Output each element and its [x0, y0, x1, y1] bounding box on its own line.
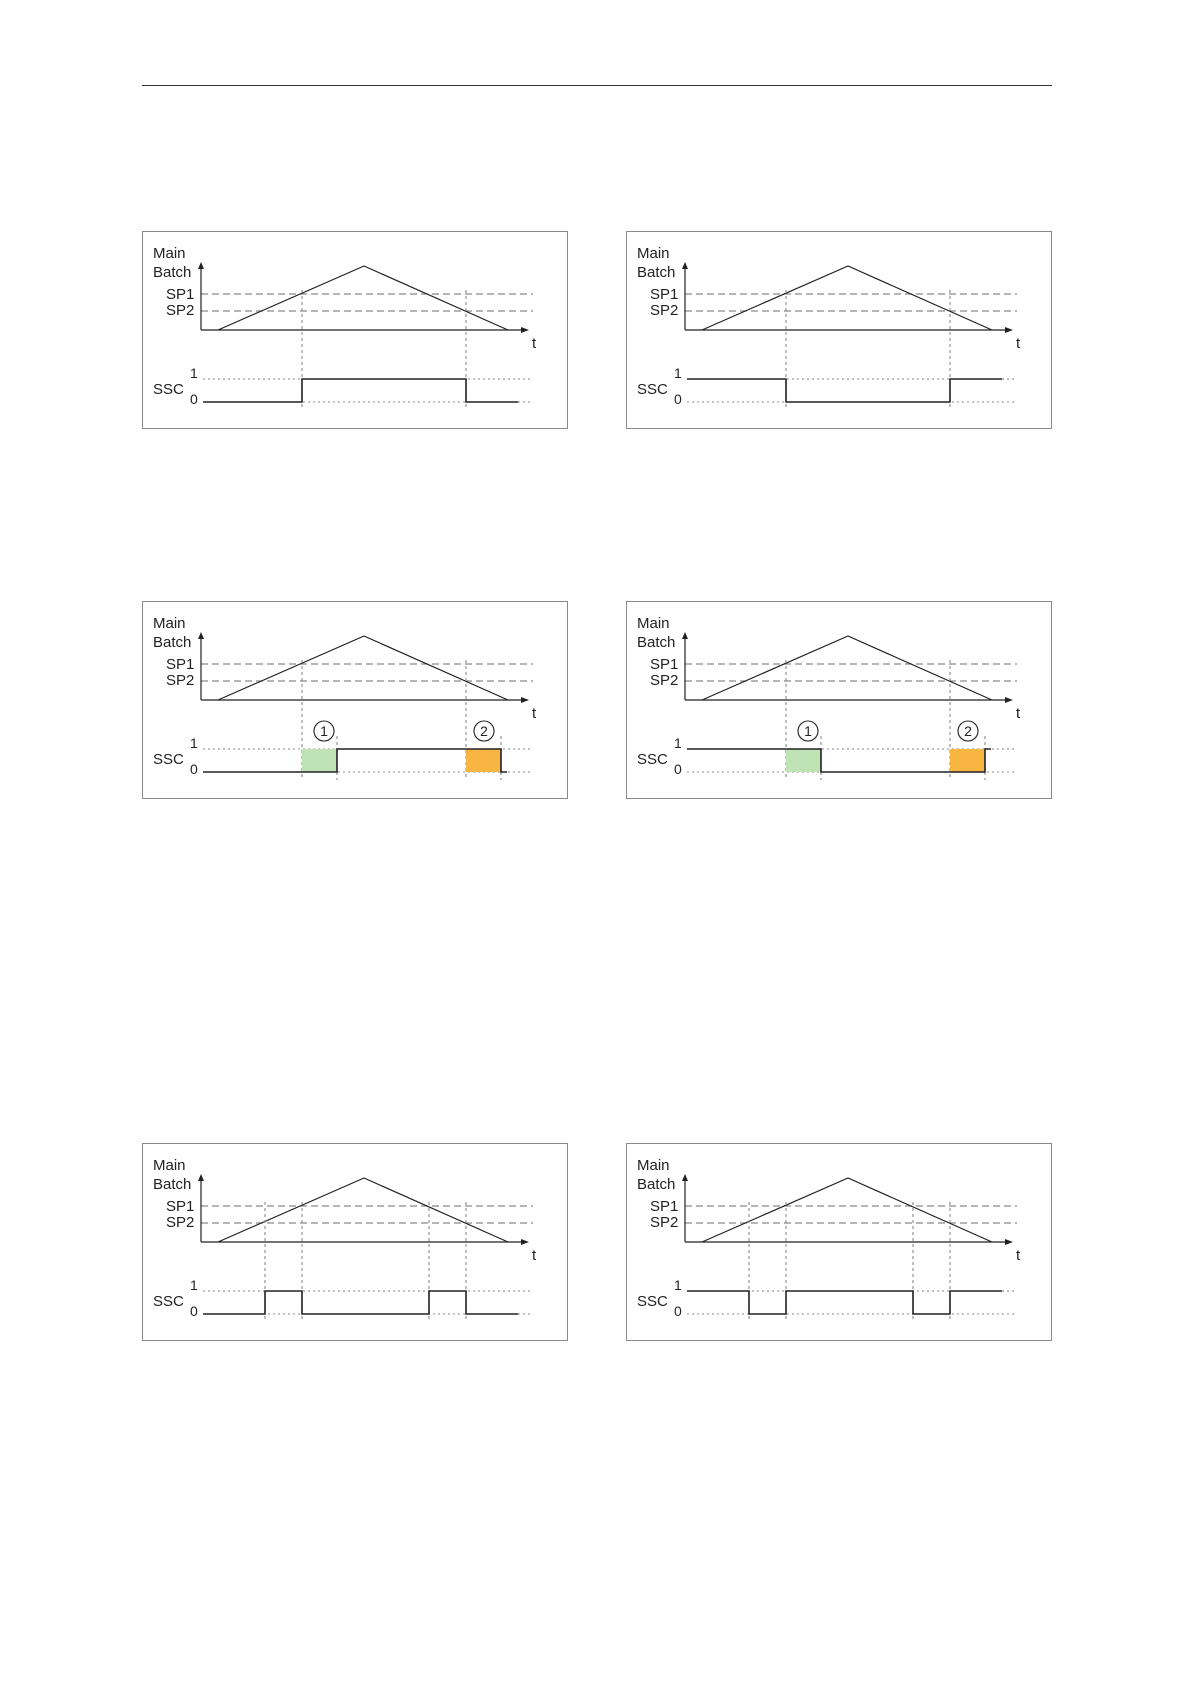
ssc-signal	[203, 379, 518, 402]
y-axis-arrow	[682, 1174, 688, 1181]
ssc-label: SSC	[637, 1293, 668, 1310]
batch-label: Batch	[153, 264, 192, 281]
diagram-panel-2	[626, 231, 1052, 429]
ssc-zero-label: 0	[190, 761, 198, 777]
delay-marker-2-label: 2	[480, 723, 488, 739]
x-axis-arrow	[521, 327, 529, 333]
t-axis-label: t	[1016, 705, 1021, 722]
sp2-label: SP2	[166, 302, 195, 319]
ssc-signal	[687, 749, 991, 772]
x-axis-arrow	[1005, 697, 1013, 703]
y-axis-arrow	[682, 262, 688, 269]
t-axis-label: t	[532, 335, 537, 352]
diagram-1	[143, 232, 567, 428]
sp1-label: SP1	[166, 656, 195, 673]
ssc-label: SSC	[637, 381, 668, 398]
x-axis-arrow	[1005, 1239, 1013, 1245]
sp2-label: SP2	[650, 1214, 679, 1231]
ssc-one-label: 1	[674, 735, 682, 751]
ssc-one-label: 1	[190, 365, 198, 381]
ssc-signal	[203, 1291, 518, 1314]
t-axis-label: t	[532, 705, 537, 722]
ssc-signal	[687, 1291, 1002, 1314]
y-axis-arrow	[198, 262, 204, 269]
x-axis-arrow	[521, 1239, 529, 1245]
ssc-zero-label: 0	[190, 1303, 198, 1319]
y-axis-arrow	[198, 632, 204, 639]
t-axis-label: t	[1016, 1247, 1021, 1264]
ssc-one-label: 1	[674, 365, 682, 381]
ssc-label: SSC	[153, 381, 184, 398]
t-axis-label: t	[532, 1247, 537, 1264]
diagram-4	[627, 602, 1051, 798]
sp1-label: SP1	[650, 286, 679, 303]
main-label: Main	[153, 245, 186, 262]
delay-1-highlight	[302, 749, 337, 772]
ssc-one-label: 1	[190, 735, 198, 751]
diagram-panel-1	[142, 231, 568, 429]
batch-label: Batch	[637, 1176, 676, 1193]
process-value-curve	[702, 266, 992, 330]
main-label: Main	[637, 245, 670, 262]
ssc-label: SSC	[153, 1293, 184, 1310]
ssc-one-label: 1	[674, 1277, 682, 1293]
sp1-label: SP1	[650, 656, 679, 673]
delay-2-highlight	[950, 749, 985, 772]
sp1-label: SP1	[650, 1198, 679, 1215]
batch-label: Batch	[153, 1176, 192, 1193]
diagram-3	[143, 602, 567, 798]
batch-label: Batch	[637, 264, 676, 281]
process-value-curve	[218, 1178, 508, 1242]
ssc-zero-label: 0	[674, 391, 682, 407]
ssc-signal	[203, 749, 507, 772]
header-rule	[142, 85, 1052, 86]
main-label: Main	[637, 1157, 670, 1174]
batch-label: Batch	[153, 634, 192, 651]
diagram-panel-4	[626, 601, 1052, 799]
ssc-label: SSC	[637, 751, 668, 768]
y-axis-arrow	[198, 1174, 204, 1181]
main-label: Main	[153, 1157, 186, 1174]
main-label: Main	[637, 615, 670, 632]
delay-2-highlight	[466, 749, 501, 772]
delay-1-highlight	[786, 749, 821, 772]
diagram-panel-5	[142, 1143, 568, 1341]
batch-label: Batch	[637, 634, 676, 651]
process-value-curve	[702, 1178, 992, 1242]
process-value-curve	[702, 636, 992, 700]
x-axis-arrow	[1005, 327, 1013, 333]
diagram-panel-3	[142, 601, 568, 799]
diagram-6	[627, 1144, 1051, 1340]
ssc-one-label: 1	[190, 1277, 198, 1293]
t-axis-label: t	[1016, 335, 1021, 352]
delay-marker-1-label: 1	[320, 723, 328, 739]
y-axis-arrow	[682, 632, 688, 639]
x-axis-arrow	[521, 697, 529, 703]
main-label: Main	[153, 615, 186, 632]
delay-marker-2-label: 2	[964, 723, 972, 739]
sp2-label: SP2	[650, 302, 679, 319]
process-value-curve	[218, 266, 508, 330]
delay-marker-1-label: 1	[804, 723, 812, 739]
sp1-label: SP1	[166, 286, 195, 303]
process-value-curve	[218, 636, 508, 700]
sp2-label: SP2	[166, 672, 195, 689]
ssc-label: SSC	[153, 751, 184, 768]
sp1-label: SP1	[166, 1198, 195, 1215]
ssc-zero-label: 0	[190, 391, 198, 407]
ssc-signal	[687, 379, 1002, 402]
ssc-zero-label: 0	[674, 761, 682, 777]
diagram-panel-6	[626, 1143, 1052, 1341]
sp2-label: SP2	[650, 672, 679, 689]
sp2-label: SP2	[166, 1214, 195, 1231]
diagram-2	[627, 232, 1051, 428]
ssc-zero-label: 0	[674, 1303, 682, 1319]
diagram-5	[143, 1144, 567, 1340]
